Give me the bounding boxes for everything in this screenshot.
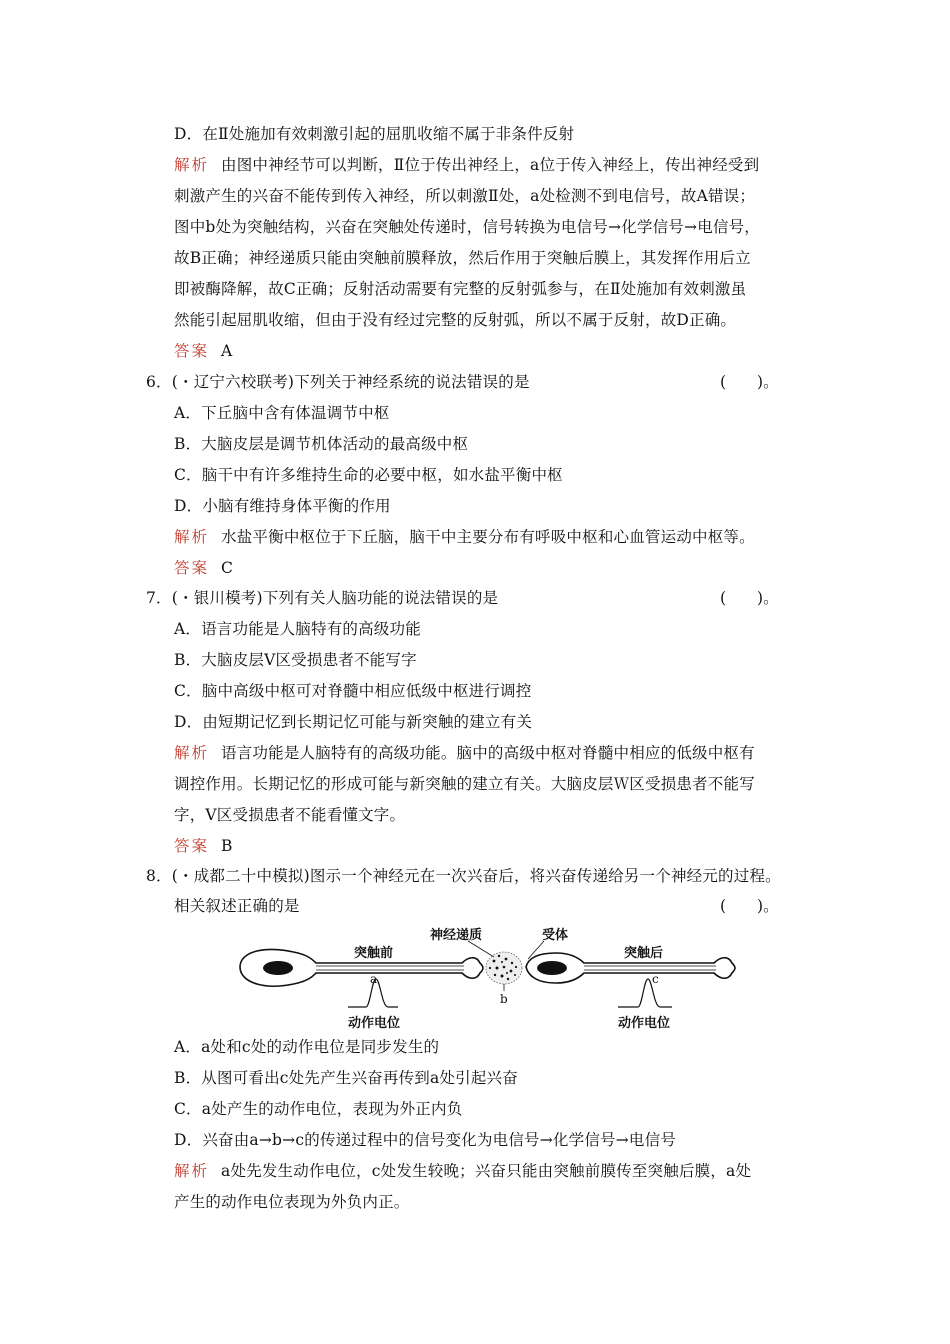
q5-answer: 答案 A xyxy=(174,342,233,360)
q6-option-c: C．脑干中有许多维持生命的必要中枢，如水盐平衡中枢 xyxy=(174,466,563,484)
synapse-diagram xyxy=(236,923,756,1033)
q6-answer: 答案 C xyxy=(174,559,234,577)
answer-label: 答案 xyxy=(174,837,210,855)
q7-answer: 答案 B xyxy=(174,837,233,855)
label-b: b xyxy=(500,992,508,1006)
q7-analysis-line: 解析 语言功能是人脑特有的高级功能。脑中的高级中枢对脊髓中相应的低级中枢有 xyxy=(174,744,755,762)
q8-analysis-line: 解析 a处先发生动作电位，c处发生较晚；兴奋只能由突触前膜传至突触后膜，a处 xyxy=(174,1162,752,1180)
analysis-label: 解析 xyxy=(174,744,210,762)
label-presynaptic: 突触前 xyxy=(354,946,394,961)
q7-analysis-line: 调控作用。长期记忆的形成可能与新突触的建立有关。大脑皮层Ｗ区受损患者不能写 xyxy=(174,775,755,793)
q7-answer-bracket: ( )。 xyxy=(720,589,779,607)
q5-analysis-line: 然能引起屈肌收缩，但由于没有经过完整的反射弧，所以不属于反射，故D正确。 xyxy=(174,311,737,329)
q5-analysis-line: 刺激产生的兴奋不能传到传入神经，所以刺激Ⅱ处，a处检测不到电信号，故A错误； xyxy=(174,187,756,205)
q5-option-d: D．在Ⅱ处施加有效刺激引起的屈肌收缩不属于非条件反射 xyxy=(174,125,575,143)
q8-option-c: C．a处产生的动作电位，表现为外正内负 xyxy=(174,1100,463,1118)
q6-option-b: B．大脑皮层是调节机体活动的最高级中枢 xyxy=(174,435,469,453)
q7-option-d: D．由短期记忆到长期记忆可能与新突触的建立有关 xyxy=(174,713,533,731)
q8-option-a: A．a处和c处的动作电位是同步发生的 xyxy=(174,1038,440,1056)
analysis-label: 解析 xyxy=(174,1162,210,1180)
q7-analysis-line: 字，Ⅴ区受损患者不能看懂文字。 xyxy=(174,806,406,824)
label-action-potential-left: 动作电位 xyxy=(348,1016,401,1031)
q6-option-a: A．下丘脑中含有体温调节中枢 xyxy=(174,404,390,422)
answer-label: 答案 xyxy=(174,559,210,577)
label-receptor: 受体 xyxy=(542,928,569,943)
label-neurotransmitter: 神经递质 xyxy=(430,928,483,943)
action-potential-curve-c xyxy=(618,979,672,1007)
action-potential-curve-a xyxy=(348,979,398,1007)
q5-analysis-line: 图中b处为突触结构，兴奋在突触处传递时，信号转换为电信号→化学信号→电信号， xyxy=(174,218,760,236)
q6-option-d: D．小脑有维持身体平衡的作用 xyxy=(174,497,391,515)
q8-option-d: D．兴奋由a→b→c的传递过程中的信号变化为电信号→化学信号→电信号 xyxy=(174,1131,677,1149)
q6-answer-bracket: ( )。 xyxy=(720,373,779,391)
q8-answer-bracket: ( )。 xyxy=(720,897,779,915)
label-action-potential-right: 动作电位 xyxy=(618,1016,671,1031)
label-a: a xyxy=(370,972,378,986)
q6-stem: 6．(・辽宁六校联考)下列关于神经系统的说法错误的是 xyxy=(146,373,530,391)
q7-stem: 7．(・银川模考)下列有关人脑功能的说法错误的是 xyxy=(146,589,499,607)
analysis-label: 解析 xyxy=(174,528,210,546)
q8-option-b: B．从图可看出c处先产生兴奋再传到a处引起兴奋 xyxy=(174,1069,518,1087)
label-c: c xyxy=(652,972,659,986)
analysis-label: 解析 xyxy=(174,156,210,174)
nucleus-right xyxy=(537,961,567,975)
answer-label: 答案 xyxy=(174,342,210,360)
nucleus-left xyxy=(263,961,293,975)
label-postsynaptic: 突触后 xyxy=(624,946,664,961)
q6-analysis-line: 解析 水盐平衡中枢位于下丘脑，脑干中主要分布有呼吸中枢和心血管运动中枢等。 xyxy=(174,528,755,546)
q7-option-c: C．脑中高级中枢可对脊髓中相应低级中枢进行调控 xyxy=(174,682,532,700)
neurotransmitter-cluster xyxy=(486,952,522,984)
q8-stem-continued: 相关叙述正确的是 xyxy=(174,897,300,915)
q7-option-b: B．大脑皮层Ⅴ区受损患者不能写字 xyxy=(174,651,417,669)
q7-option-a: A．语言功能是人脑特有的高级功能 xyxy=(174,620,421,638)
q8-stem: 8．(・成都二十中模拟)图示一个神经元在一次兴奋后，将兴奋传递给另一个神经元的过程。 xyxy=(146,867,781,885)
q5-analysis-line: 故B正确；神经递质只能由突触前膜释放，然后作用于突触后膜上，其发挥作用后立 xyxy=(174,249,751,267)
q5-analysis-line: 即被酶降解，故C正确；反射活动需要有完整的反射弧参与，在Ⅱ处施加有效刺激虽 xyxy=(174,280,747,298)
q8-analysis-line: 产生的动作电位表现为外负内正。 xyxy=(174,1193,410,1211)
q5-analysis-line: 解析 由图中神经节可以判断，Ⅱ位于传出神经上，a位于传入神经上，传出神经受到 xyxy=(174,156,760,174)
